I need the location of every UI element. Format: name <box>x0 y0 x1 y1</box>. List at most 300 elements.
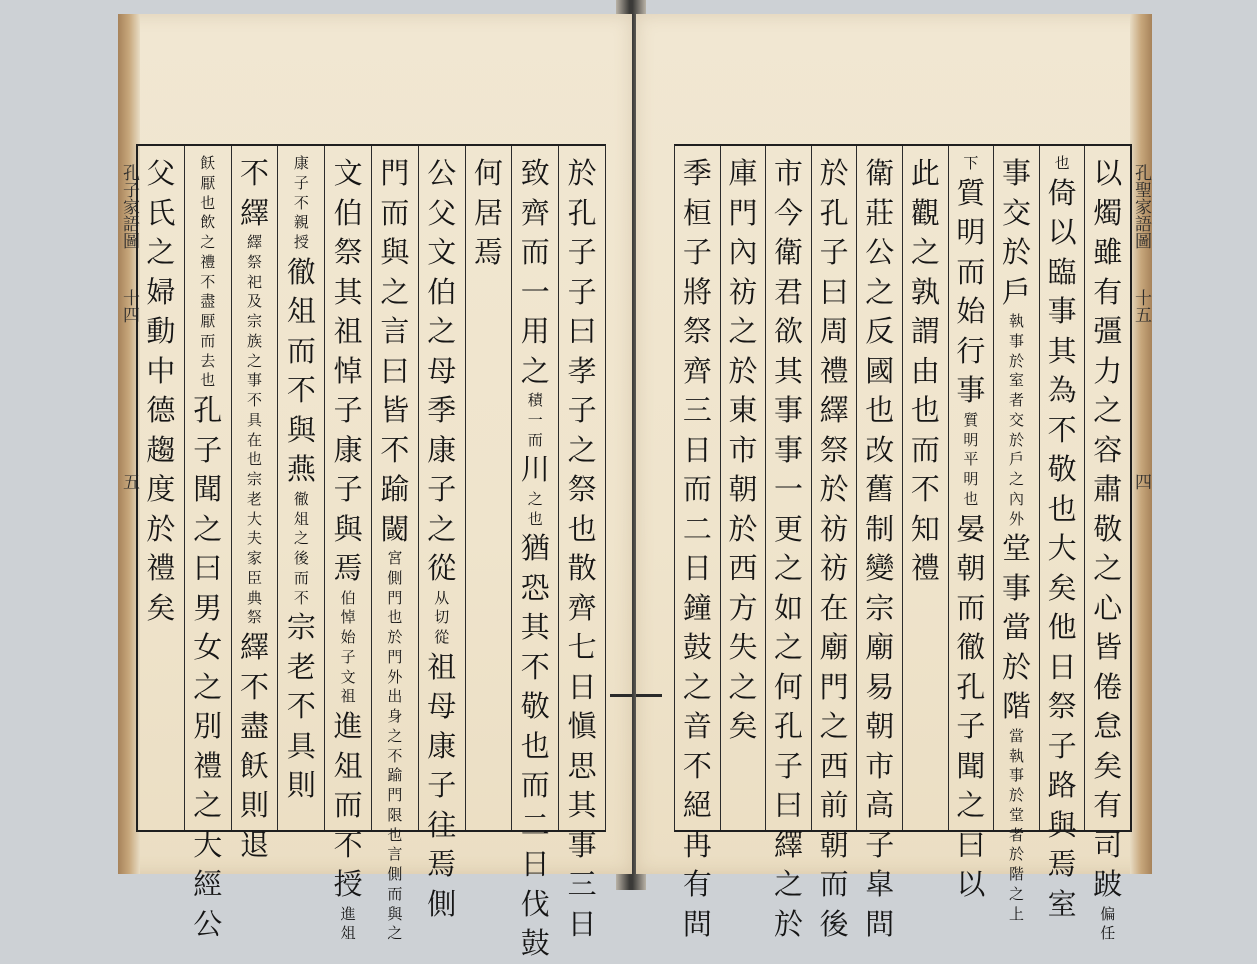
text-glyph: 祖 <box>333 314 363 348</box>
annotation-glyph: 典 <box>247 588 263 607</box>
text-glyph: 不 <box>286 373 316 408</box>
left-column-text <box>325 154 371 944</box>
text-glyph: 子 <box>567 393 597 427</box>
annotation-glyph: 繹 <box>247 233 263 251</box>
text-glyph: 子 <box>956 709 986 743</box>
text-glyph: 盡 <box>240 709 270 743</box>
annotation-glyph: 門 <box>387 588 403 607</box>
text-glyph: 也 <box>520 728 550 763</box>
text-glyph: 不 <box>380 432 410 467</box>
text-glyph: 室 <box>1047 886 1077 921</box>
text-glyph: 西 <box>728 551 758 585</box>
annotation-glyph: 也 <box>200 371 216 390</box>
text-glyph: 孔 <box>774 709 804 743</box>
text-glyph: 矣 <box>146 590 176 625</box>
annotation-glyph: 厭 <box>200 173 216 192</box>
text-glyph: 市 <box>774 156 804 190</box>
text-glyph: 廟 <box>819 630 849 664</box>
text-glyph: 雖 <box>1093 235 1123 269</box>
text-glyph: 也 <box>910 393 940 427</box>
annotation-glyph: 飲 <box>200 213 216 232</box>
text-glyph: 改 <box>865 432 895 467</box>
text-glyph: 授 <box>333 867 363 901</box>
right-gutter-page: 十五 <box>1131 289 1151 323</box>
annotation-glyph: 側 <box>387 865 403 883</box>
right-column <box>993 146 1039 923</box>
text-glyph: 西 <box>819 748 849 783</box>
text-glyph: 始 <box>956 294 986 329</box>
text-glyph: 冉 <box>682 827 712 862</box>
annotation-glyph: 徹 <box>293 489 309 508</box>
text-glyph: 力 <box>1093 353 1123 388</box>
text-glyph: 矣 <box>1047 570 1077 605</box>
annotation-glyph: 始 <box>340 628 356 646</box>
text-glyph: 事 <box>567 827 597 862</box>
right-column <box>856 146 902 941</box>
text-glyph: 繹 <box>819 393 849 427</box>
text-glyph: 孝 <box>567 353 597 388</box>
text-glyph: 而 <box>910 432 940 467</box>
annotation-glyph: 去 <box>200 351 216 370</box>
text-glyph: 經 <box>193 867 223 901</box>
right-column <box>811 146 857 941</box>
annotation-glyph: 者 <box>1009 391 1025 409</box>
text-glyph: 於 <box>728 353 758 388</box>
annotation-glyph: 俎 <box>293 509 309 528</box>
text-glyph: 齊 <box>682 353 712 388</box>
text-glyph: 於 <box>774 906 804 941</box>
left-column <box>324 146 371 943</box>
right-column-text <box>949 154 994 905</box>
text-glyph: 市 <box>865 748 895 783</box>
annotation-glyph: 一 <box>527 410 543 429</box>
annotation-glyph: 也 <box>247 450 263 469</box>
text-glyph: 公 <box>427 156 457 190</box>
text-glyph: 日 <box>682 551 712 585</box>
text-glyph: 朝 <box>819 827 849 862</box>
text-glyph: 燭 <box>1093 195 1123 230</box>
annotation-glyph: 盡 <box>200 292 216 311</box>
text-glyph: 敬 <box>1093 511 1123 546</box>
annotation-glyph: 之 <box>247 351 263 370</box>
annotation-glyph: 質 <box>963 410 979 429</box>
text-glyph: 不 <box>1047 412 1077 447</box>
text-glyph: 門 <box>380 156 410 190</box>
text-glyph: 具 <box>286 728 316 763</box>
text-glyph: 徹 <box>286 254 316 289</box>
annotation-glyph: 不 <box>387 746 403 765</box>
text-glyph: 文 <box>427 235 457 269</box>
annotation-glyph: 也 <box>200 193 216 212</box>
annotation-glyph: 進 <box>340 904 356 923</box>
text-glyph: 子 <box>427 472 457 506</box>
text-glyph: 與 <box>380 235 410 269</box>
text-glyph: 方 <box>728 590 758 625</box>
text-glyph: 容 <box>1093 432 1123 467</box>
text-glyph: 之 <box>774 551 804 585</box>
text-glyph: 不 <box>333 827 363 862</box>
text-glyph: 問 <box>865 906 895 941</box>
text-glyph: 繹 <box>774 827 804 862</box>
annotation-glyph: 族 <box>247 331 263 350</box>
text-glyph: 子 <box>567 235 597 269</box>
text-glyph: 猶 <box>520 531 550 566</box>
text-glyph: 事 <box>774 432 804 467</box>
annotation-glyph: 積 <box>527 391 543 409</box>
text-glyph: 禮 <box>193 748 223 783</box>
text-glyph: 晏 <box>956 511 986 546</box>
text-glyph: 女 <box>193 630 223 664</box>
left-gutter-page: 十四 <box>119 289 139 323</box>
text-glyph: 季 <box>682 156 712 190</box>
right-column <box>1039 146 1085 921</box>
annotation-glyph: 事 <box>1009 331 1025 350</box>
text-glyph: 怠 <box>1093 709 1123 743</box>
text-glyph: 踰 <box>380 472 410 506</box>
annotation-glyph: 文 <box>340 667 356 686</box>
right-column <box>948 146 994 901</box>
text-glyph: 子 <box>819 235 849 269</box>
text-glyph: 致 <box>520 156 550 190</box>
text-glyph: 文 <box>333 156 363 190</box>
text-glyph: 日 <box>520 847 550 882</box>
annotation-glyph: 也 <box>527 509 543 528</box>
text-glyph: 而 <box>819 867 849 901</box>
text-glyph: 悼 <box>333 353 363 388</box>
right-column <box>902 146 948 830</box>
annotation-glyph: 大 <box>247 509 263 528</box>
text-glyph: 言 <box>380 314 410 348</box>
text-glyph: 動 <box>146 314 176 348</box>
text-glyph: 孔 <box>956 669 986 704</box>
text-glyph: 往 <box>427 807 457 842</box>
annotation-glyph: 祭 <box>247 608 263 627</box>
text-glyph: 為 <box>1047 373 1077 408</box>
text-glyph: 於 <box>1002 235 1032 269</box>
text-glyph: 三 <box>682 393 712 427</box>
text-glyph: 公 <box>193 906 223 941</box>
right-column-text <box>721 154 766 747</box>
text-glyph: 思 <box>567 748 597 783</box>
text-glyph: 不 <box>240 156 270 190</box>
annotation-glyph: 門 <box>387 647 403 666</box>
annotation-glyph: 身 <box>387 707 403 725</box>
text-glyph: 國 <box>865 353 895 388</box>
left-column <box>371 146 418 943</box>
annotation-glyph: 禮 <box>200 252 216 271</box>
text-glyph: 東 <box>728 393 758 427</box>
text-glyph: 其 <box>333 274 363 309</box>
text-glyph: 燕 <box>286 452 316 487</box>
annotation-glyph: 之 <box>527 489 543 508</box>
right-column <box>1084 146 1130 943</box>
text-glyph: 祖 <box>427 649 457 684</box>
text-glyph: 其 <box>567 788 597 822</box>
text-glyph: 於 <box>146 511 176 546</box>
text-glyph: 之 <box>146 235 176 269</box>
text-glyph: 臨 <box>1047 254 1077 289</box>
text-glyph: 一 <box>774 472 804 506</box>
annotation-glyph: 祀 <box>247 272 263 291</box>
text-glyph: 鐘 <box>682 590 712 625</box>
annotation-glyph: 从 <box>434 588 450 607</box>
text-glyph: 聞 <box>193 472 223 506</box>
text-glyph: 行 <box>956 333 986 368</box>
text-glyph: 繹 <box>240 195 270 230</box>
text-glyph: 失 <box>728 630 758 664</box>
annotation-glyph: 宮 <box>387 549 403 567</box>
text-glyph: 倦 <box>1093 669 1123 704</box>
text-glyph: 之 <box>193 669 223 704</box>
annotation-glyph: 也 <box>963 489 979 508</box>
annotation-glyph: 出 <box>387 687 403 706</box>
text-glyph: 之 <box>193 788 223 822</box>
left-gutter-title: 孔子家語圖 <box>119 164 139 249</box>
text-glyph: 有 <box>682 867 712 901</box>
text-glyph: 心 <box>1093 590 1123 625</box>
text-glyph: 音 <box>682 709 712 743</box>
text-glyph: 之 <box>427 511 457 546</box>
text-glyph: 更 <box>774 511 804 546</box>
text-glyph: 朝 <box>865 709 895 743</box>
text-glyph: 矣 <box>728 709 758 743</box>
annotation-glyph: 宗 <box>247 312 263 330</box>
text-glyph: 而 <box>333 788 363 822</box>
text-glyph: 從 <box>427 551 457 585</box>
text-glyph: 日 <box>567 669 597 704</box>
annotation-glyph: 子 <box>340 647 356 666</box>
annotation-glyph: 而 <box>293 568 309 587</box>
text-glyph: 其 <box>1047 333 1077 368</box>
text-glyph: 市 <box>728 432 758 467</box>
annotation-glyph: 言 <box>387 845 403 864</box>
right-gutter-title: 孔聖家語圖 <box>1131 164 1151 249</box>
text-glyph: 子 <box>682 235 712 269</box>
annotation-glyph: 下 <box>963 154 979 172</box>
text-glyph: 也 <box>567 511 597 546</box>
text-glyph: 子 <box>333 472 363 506</box>
right-column-text <box>857 154 902 944</box>
text-glyph: 觀 <box>910 195 940 230</box>
text-glyph: 祭 <box>819 432 849 467</box>
text-glyph: 不 <box>910 472 940 506</box>
annotation-glyph: 事 <box>247 371 263 390</box>
annotation-glyph: 內 <box>1009 489 1025 508</box>
text-glyph: 司 <box>1093 827 1123 862</box>
text-glyph: 問 <box>682 906 712 941</box>
right-column-text <box>1040 154 1085 924</box>
text-glyph: 趨 <box>146 432 176 467</box>
text-glyph: 絕 <box>682 788 712 822</box>
annotation-glyph: 踰 <box>387 766 403 785</box>
annotation-glyph: 堂 <box>1009 805 1025 824</box>
text-glyph: 散 <box>567 551 597 585</box>
text-glyph: 二 <box>682 511 712 546</box>
text-glyph: 門 <box>819 669 849 704</box>
text-glyph: 以 <box>1047 215 1077 250</box>
text-glyph: 此 <box>910 156 940 190</box>
text-glyph: 焉 <box>333 551 363 585</box>
text-glyph: 堂 <box>1002 531 1032 566</box>
text-glyph: 男 <box>193 590 223 625</box>
text-glyph: 彊 <box>1093 314 1123 348</box>
right-page-mark: 四 <box>1131 473 1151 490</box>
text-glyph: 齊 <box>567 590 597 625</box>
text-glyph: 徹 <box>956 630 986 664</box>
text-glyph: 退 <box>240 827 270 862</box>
annotation-glyph: 不 <box>247 391 263 409</box>
text-glyph: 知 <box>910 511 940 546</box>
annotation-glyph: 上 <box>1009 904 1025 923</box>
text-glyph: 季 <box>427 393 457 427</box>
text-glyph: 二 <box>520 807 550 842</box>
left-page <box>118 14 632 961</box>
text-glyph: 之 <box>865 274 895 309</box>
text-glyph: 高 <box>865 788 895 822</box>
text-glyph: 孔 <box>567 195 597 230</box>
text-glyph: 皆 <box>1093 630 1123 664</box>
text-glyph: 孔 <box>819 195 849 230</box>
text-glyph: 父 <box>427 195 457 230</box>
left-columns <box>138 146 605 961</box>
text-glyph: 如 <box>774 590 804 625</box>
annotation-glyph: 之 <box>293 529 309 548</box>
left-text-frame <box>136 144 606 961</box>
text-glyph: 與 <box>1047 807 1077 842</box>
annotation-glyph: 於 <box>387 628 403 646</box>
annotation-glyph: 祖 <box>340 687 356 706</box>
left-column-text <box>232 154 278 865</box>
text-glyph: 父 <box>146 156 176 190</box>
text-glyph: 謂 <box>910 314 940 348</box>
text-glyph: 皐 <box>865 867 895 901</box>
text-glyph: 事 <box>774 393 804 427</box>
annotation-glyph: 切 <box>434 608 450 627</box>
text-glyph: 飫 <box>240 748 270 783</box>
annotation-glyph: 在 <box>247 430 263 449</box>
right-column-text <box>1085 154 1130 944</box>
right-gutter-label <box>1130 164 1152 490</box>
text-glyph: 繹 <box>240 630 270 664</box>
right-text-frame <box>674 144 1132 943</box>
text-glyph: 事 <box>1002 570 1032 605</box>
annotation-glyph: 於 <box>1009 786 1025 804</box>
text-glyph: 變 <box>865 551 895 585</box>
text-glyph: 祊 <box>819 551 849 585</box>
text-glyph: 康 <box>427 728 457 763</box>
text-glyph: 制 <box>865 511 895 546</box>
text-glyph: 之 <box>567 432 597 467</box>
text-glyph: 事 <box>1047 294 1077 329</box>
annotation-glyph: 而 <box>200 331 216 350</box>
text-glyph: 之 <box>380 274 410 309</box>
text-glyph: 之 <box>774 867 804 901</box>
left-column-text <box>278 154 324 806</box>
left-column <box>277 146 324 830</box>
annotation-glyph: 及 <box>247 292 263 311</box>
text-glyph: 曰 <box>956 827 986 862</box>
annotation-glyph: 而 <box>387 884 403 903</box>
left-column <box>231 146 278 862</box>
annotation-glyph: 後 <box>293 549 309 567</box>
annotation-glyph: 事 <box>1009 766 1025 785</box>
text-glyph: 康 <box>333 432 363 467</box>
text-glyph: 之 <box>1093 551 1123 585</box>
annotation-glyph: 限 <box>387 805 403 824</box>
text-glyph: 朝 <box>956 551 986 585</box>
text-glyph: 廟 <box>865 630 895 664</box>
text-glyph: 子 <box>567 274 597 309</box>
text-glyph: 婦 <box>146 274 176 309</box>
annotation-glyph: 家 <box>247 549 263 567</box>
annotation-glyph: 不 <box>293 588 309 607</box>
annotation-glyph: 之 <box>387 924 403 943</box>
annotation-glyph: 而 <box>527 430 543 449</box>
text-glyph: 鼓 <box>682 630 712 664</box>
annotation-glyph: 之 <box>387 726 403 745</box>
text-glyph: 居 <box>474 195 504 230</box>
text-glyph: 伐 <box>520 886 550 921</box>
text-glyph: 齊 <box>520 195 550 230</box>
text-glyph: 聞 <box>956 748 986 783</box>
annotation-glyph: 夫 <box>247 529 263 548</box>
annotation-glyph: 之 <box>1009 884 1025 903</box>
left-column <box>558 146 605 941</box>
annotation-glyph: 室 <box>1009 371 1025 390</box>
text-glyph: 祭 <box>1047 689 1077 724</box>
text-glyph: 七 <box>567 630 597 664</box>
text-glyph: 於 <box>819 156 849 190</box>
text-glyph: 川 <box>520 452 550 487</box>
annotation-glyph: 宗 <box>247 470 263 488</box>
text-glyph: 曰 <box>193 551 223 585</box>
text-glyph: 氏 <box>146 195 176 230</box>
text-glyph: 門 <box>728 195 758 230</box>
text-glyph: 之 <box>682 669 712 704</box>
annotation-glyph: 俎 <box>340 924 356 943</box>
text-glyph: 伯 <box>427 274 457 309</box>
annotation-glyph: 戶 <box>1009 450 1025 469</box>
right-column-text <box>994 154 1039 924</box>
annotation-glyph: 明 <box>963 470 979 488</box>
annotation-glyph: 康 <box>293 154 309 172</box>
text-glyph: 焉 <box>1047 847 1077 882</box>
text-glyph: 一 <box>520 274 550 309</box>
text-glyph: 內 <box>728 235 758 269</box>
annotation-glyph: 側 <box>387 568 403 587</box>
right-column-text <box>766 154 811 944</box>
text-glyph: 祭 <box>333 235 363 269</box>
text-glyph: 當 <box>1002 610 1032 645</box>
text-glyph: 跛 <box>1093 867 1123 901</box>
text-glyph: 焉 <box>474 235 504 269</box>
text-glyph: 何 <box>774 669 804 704</box>
text-glyph: 前 <box>819 788 849 822</box>
text-glyph: 敬 <box>1047 452 1077 487</box>
left-column-text <box>559 154 605 944</box>
text-glyph: 與 <box>333 511 363 546</box>
text-glyph: 階 <box>1002 689 1032 724</box>
right-page <box>636 14 1152 943</box>
text-glyph: 母 <box>427 689 457 724</box>
annotation-glyph: 於 <box>1009 430 1025 449</box>
text-glyph: 日 <box>1047 649 1077 684</box>
text-glyph: 事 <box>1002 156 1032 190</box>
text-glyph: 俎 <box>333 748 363 783</box>
annotation-glyph: 也 <box>1054 154 1070 172</box>
text-glyph: 子 <box>193 432 223 467</box>
text-glyph: 而 <box>956 590 986 625</box>
